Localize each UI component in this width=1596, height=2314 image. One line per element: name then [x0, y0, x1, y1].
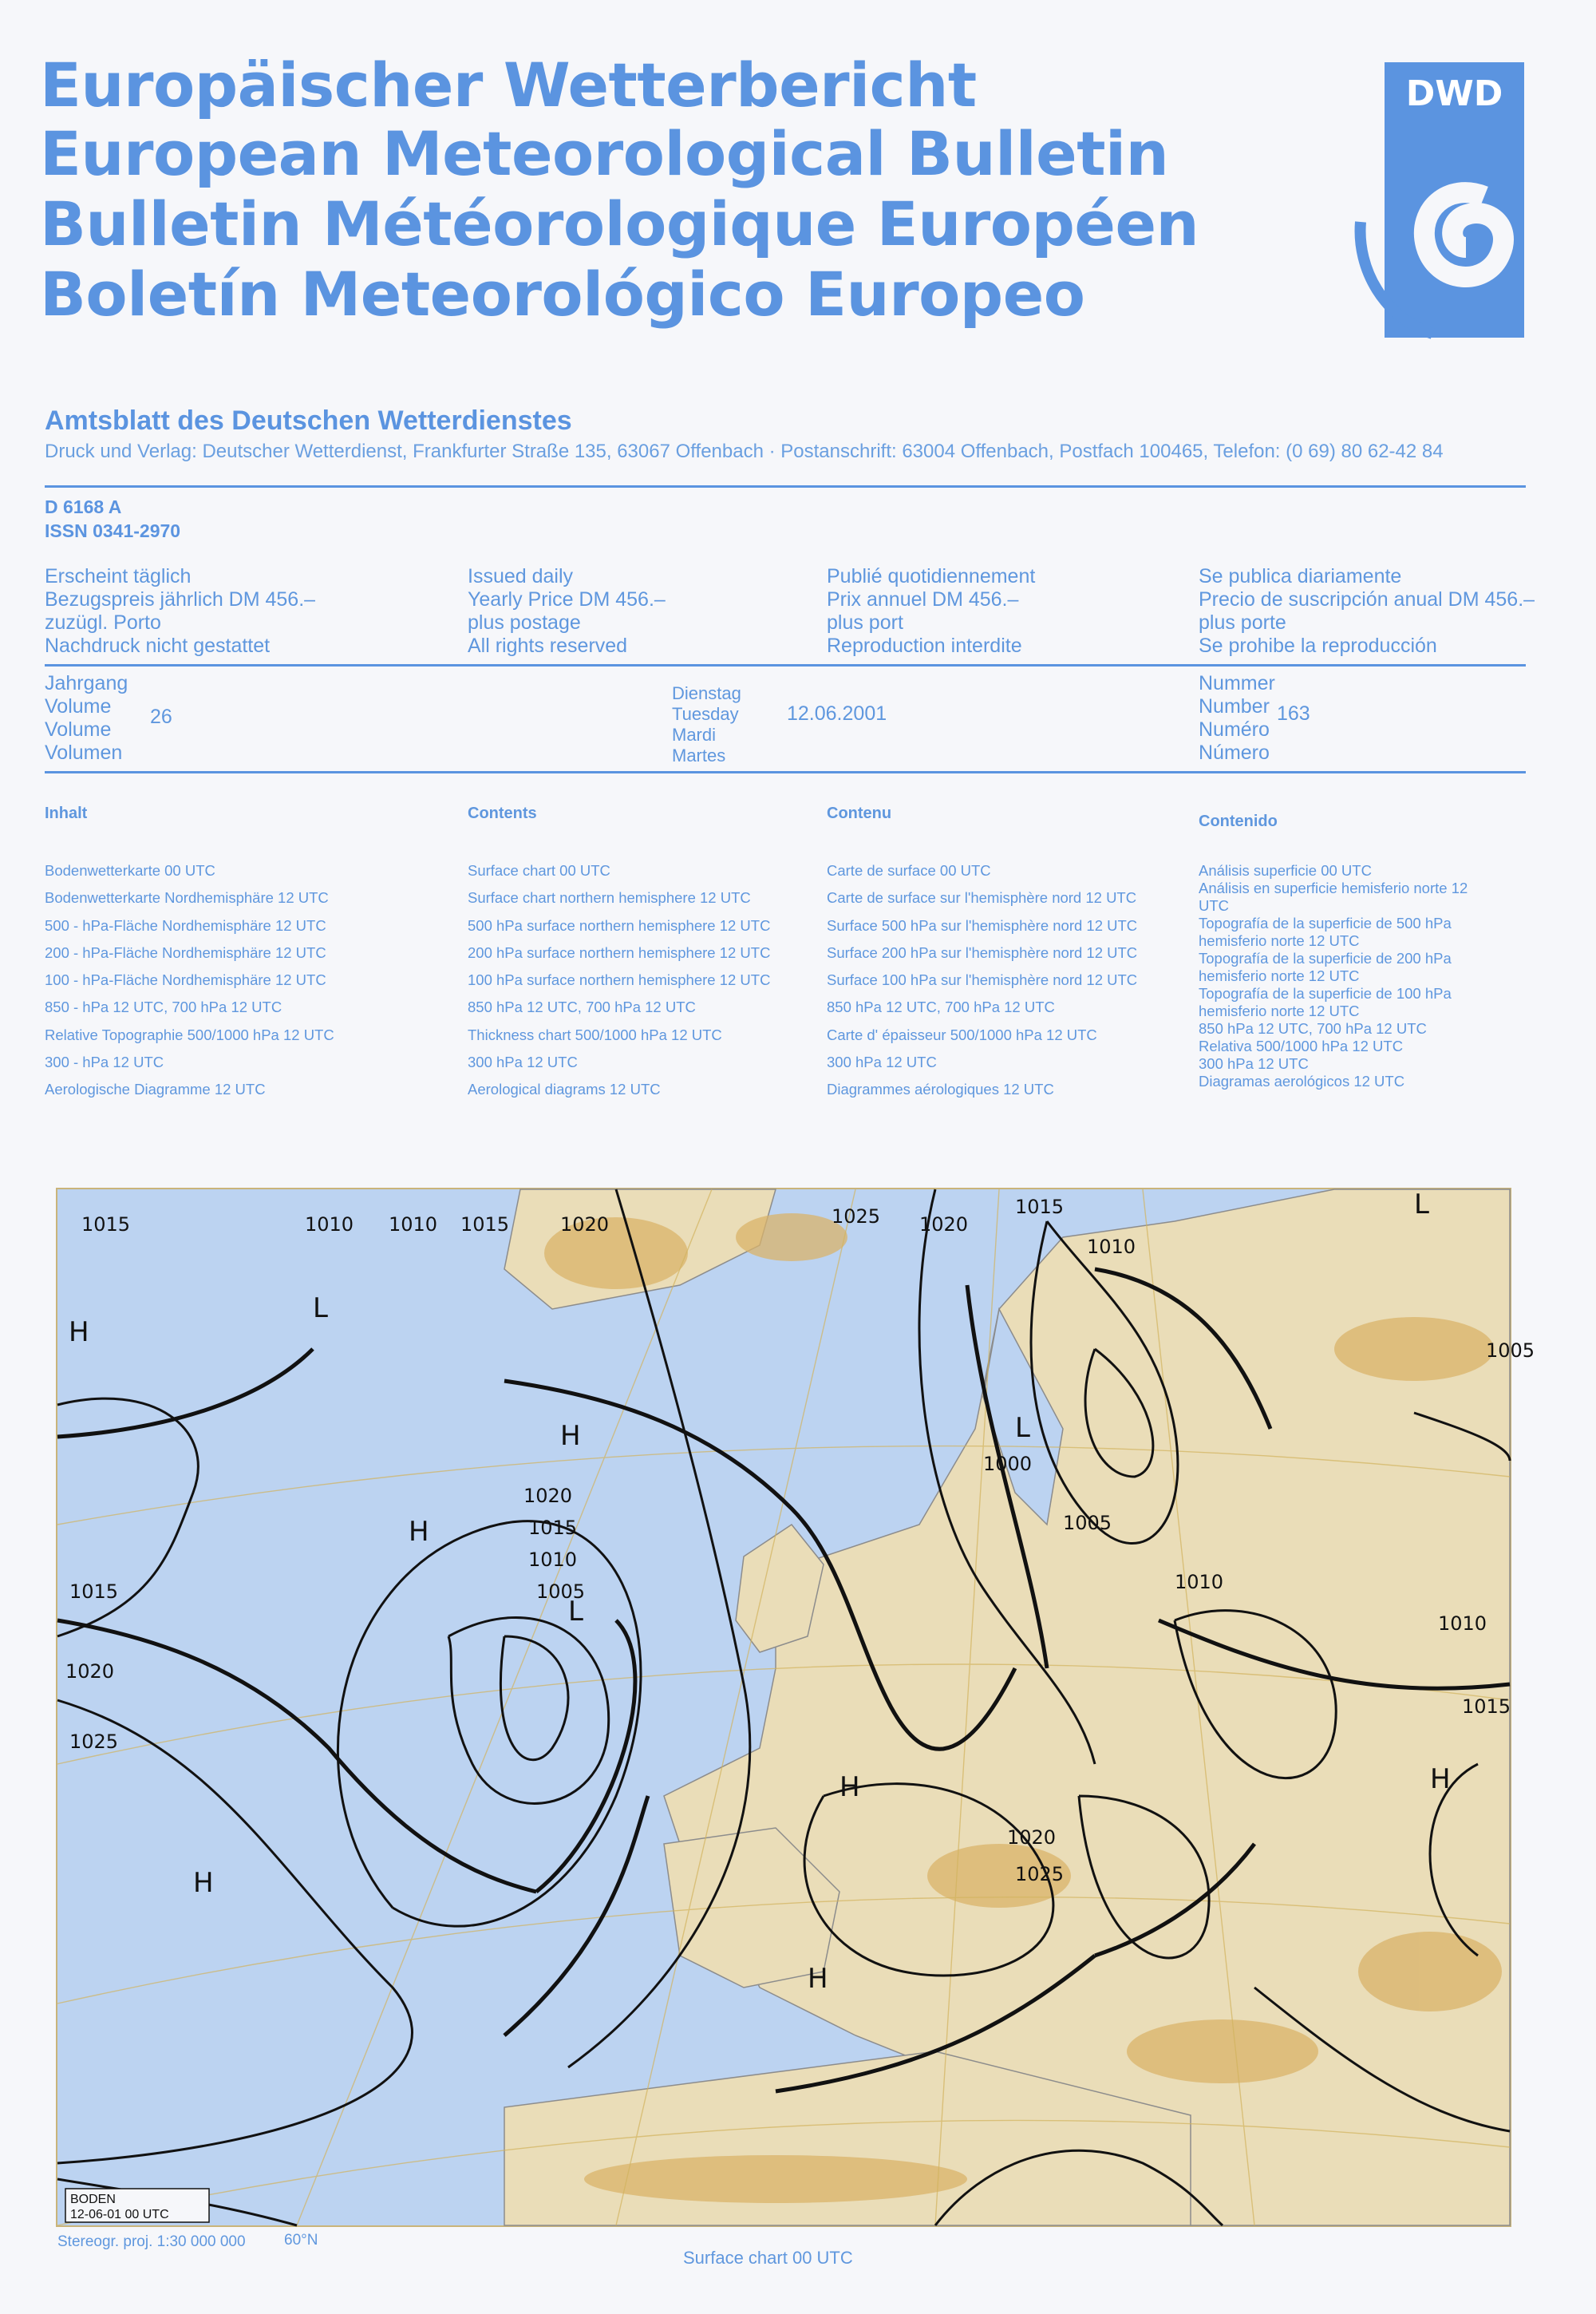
contents-item: Carte de surface 00 UTC	[827, 862, 991, 879]
contents-item: 200 - hPa-Fläche Nordhemisphäre 12 UTC	[45, 943, 326, 961]
volume-label: Volumen	[45, 742, 123, 764]
contents-item: 300 hPa 12 UTC	[827, 1054, 937, 1071]
contents-item: Aerological diagrams 12 UTC	[468, 1081, 661, 1098]
cold-front	[57, 1349, 313, 1437]
number-labels	[1199, 672, 1275, 765]
number-label: Number	[1199, 695, 1270, 718]
contents-item: Surface 500 hPa sur l'hemisphère nord 12 UTC	[827, 916, 1138, 934]
info-line: plus port	[827, 611, 903, 634]
contents-item: Análisis en superficie hemisferio norte 12 UTC	[1199, 880, 1468, 914]
info-line: Prix annuel DM 456.–	[827, 588, 1019, 611]
spiral-icon	[1385, 62, 1524, 338]
info-line: Se prohibe la reproducción	[1199, 635, 1437, 657]
cold-front	[504, 1796, 648, 2035]
contents-item: 850 hPa 12 UTC, 700 hPa 12 UTC	[468, 999, 696, 1016]
terrain-shading	[1358, 1932, 1502, 2011]
isobar-label: 1015	[528, 1517, 578, 1539]
contents-heading-german: Inhalt	[45, 805, 88, 822]
volume-value: 26	[150, 706, 172, 728]
isobar-label: 1005	[1063, 1512, 1112, 1534]
title-english: European Meteorological Bulletin	[40, 118, 1169, 189]
day-label: Tuesday	[672, 704, 739, 724]
number-label: Numéro	[1199, 718, 1270, 741]
chart-stamp-line2: 12-06-01 00 UTC	[70, 2208, 169, 2221]
weather-map	[57, 1189, 1535, 2225]
contents-item: 100 hPa surface northern hemisphere 12 UTC	[468, 971, 771, 989]
isobar-label: 1020	[919, 1213, 969, 1236]
graticule	[297, 1189, 712, 2225]
isobar	[57, 1700, 412, 2163]
isobar-label: 1010	[1175, 1571, 1224, 1593]
info-english	[468, 565, 666, 658]
isobar-label: 1010	[1087, 1236, 1136, 1258]
number-label: Número	[1199, 742, 1270, 764]
terrain-shading	[1334, 1317, 1494, 1381]
divider	[45, 664, 1526, 667]
contents-item: 500 hPa surface northern hemisphere 12 UTC	[468, 916, 771, 934]
isobar-label: 1020	[1007, 1826, 1057, 1849]
day-label: Mardi	[672, 725, 717, 745]
contents-spanish	[1199, 862, 1470, 1090]
number-label: Nummer	[1199, 672, 1275, 694]
info-line: Bezugspreis jährlich DM 456.–	[45, 588, 316, 611]
info-line: All rights reserved	[468, 635, 628, 657]
issn-block	[45, 495, 180, 543]
pressure-center-h: H	[560, 1420, 581, 1452]
isobar-label: 1020	[65, 1660, 115, 1683]
pressure-center-h: H	[839, 1771, 860, 1803]
pressure-center-h: H	[1430, 1763, 1451, 1795]
surface-chart-map	[56, 1188, 1535, 2227]
volume-label: Volume	[45, 695, 112, 718]
info-line: Publié quotidiennement	[827, 565, 1036, 587]
contents-item: Bodenwetterkarte 00 UTC	[45, 862, 215, 879]
info-line: plus postage	[468, 611, 581, 634]
contents-item: Análisis superficie 00 UTC	[1199, 862, 1372, 879]
pressure-center-l: L	[313, 1292, 328, 1324]
terrain-shading	[736, 1213, 847, 1261]
info-line: plus porte	[1199, 611, 1286, 634]
isobar-label: 1005	[536, 1580, 586, 1603]
isobar-label: 1015	[1015, 1196, 1065, 1218]
pressure-center-l: L	[1015, 1412, 1030, 1444]
map-caption: Surface chart 00 UTC	[683, 2248, 853, 2268]
title-french: Bulletin Météorologique Européen	[40, 188, 1199, 259]
contents-item: 850 hPa 12 UTC, 700 hPa 12 UTC	[1199, 1020, 1427, 1037]
contents-item: Thickness chart 500/1000 hPa 12 UTC	[468, 1026, 722, 1043]
pressure-center-h: H	[409, 1516, 429, 1548]
info-line: Se publica diariamente	[1199, 565, 1402, 587]
contents-heading-french: Contenu	[827, 805, 892, 822]
publisher-address: Druck und Verlag: Deutscher Wetterdienst, Frankfurter Straße 135, 63067 Offenbach · Postanschrift: 63004 Offenbach, Postfach 100465, Telefon: (0 69) 80 62-42 84	[45, 441, 1444, 462]
contents-heading-english: Contents	[468, 805, 537, 822]
info-line: Erscheint täglich	[45, 565, 192, 587]
title-spanish: Boletín Meteorológico Europeo	[40, 259, 1085, 330]
contents-item: 500 - hPa-Fläche Nordhemisphäre 12 UTC	[45, 916, 326, 934]
contents-item: 850 - hPa 12 UTC, 700 hPa 12 UTC	[45, 999, 282, 1016]
contents-item: Relativa 500/1000 hPa 12 UTC	[1199, 1038, 1404, 1054]
isobar-label: 1015	[460, 1213, 510, 1236]
contents-item: 300 hPa 12 UTC	[468, 1054, 578, 1071]
isobar-label: 1015	[1462, 1695, 1511, 1718]
info-spanish	[1199, 565, 1535, 658]
contents-item: Aerologische Diagramme 12 UTC	[45, 1081, 266, 1098]
isobar-label: 1025	[832, 1205, 881, 1228]
volume-label: Jahrgang	[45, 672, 128, 694]
terrain-shading	[584, 2155, 967, 2203]
isobar-label: 1020	[560, 1213, 610, 1236]
isobar-label: 1000	[983, 1453, 1033, 1475]
issn: ISSN 0341-2970	[45, 520, 181, 541]
isobar-label: 1010	[528, 1549, 578, 1571]
chart-stamp-line1: BODEN	[70, 2193, 116, 2206]
contents-german	[45, 857, 334, 1104]
isobar-label: 1010	[389, 1213, 438, 1236]
title-german: Europäischer Wetterbericht	[40, 49, 977, 121]
isobar-label: 1025	[69, 1731, 119, 1753]
latitude-note: 60°N	[284, 2232, 318, 2249]
pressure-center-l: L	[1414, 1189, 1429, 1220]
contents-item: Bodenwetterkarte Nordhemisphäre 12 UTC	[45, 889, 329, 907]
contents-item: Diagramas aerológicos 12 UTC	[1199, 1073, 1405, 1090]
contents-item: Topografía de la superficie de 200 hPa hemisferio norte 12 UTC	[1199, 950, 1452, 984]
isobar-label: 1015	[69, 1580, 119, 1603]
info-french	[827, 565, 1035, 658]
issue-number: 163	[1277, 702, 1310, 725]
cold-front	[57, 1620, 536, 1892]
day-labels	[672, 683, 741, 766]
d-number: D 6168 A	[45, 496, 122, 517]
contents-item: Relative Topographie 500/1000 hPa 12 UTC	[45, 1026, 334, 1043]
info-german	[45, 565, 315, 658]
info-line: Precio de suscripción anual DM 456.–	[1199, 588, 1535, 611]
info-line: Issued daily	[468, 565, 574, 587]
day-label: Martes	[672, 746, 726, 765]
volume-label: Volume	[45, 718, 112, 741]
info-line: Nachdruck nicht gestattet	[45, 635, 271, 657]
divider	[45, 485, 1526, 488]
contents-item: 100 - hPa-Fläche Nordhemisphäre 12 UTC	[45, 971, 326, 989]
contents-item: Topografía de la superficie de 100 hPa hemisferio norte 12 UTC	[1199, 985, 1452, 1019]
pressure-center-h: H	[69, 1316, 89, 1348]
projection-note: Stereogr. proj. 1:30 000 000	[57, 2233, 246, 2250]
issue-date: 12.06.2001	[787, 702, 887, 725]
isobar-label: 1005	[1486, 1339, 1535, 1362]
contents-item: Diagrammes aérologiques 12 UTC	[827, 1081, 1054, 1098]
contents-item: Surface 100 hPa sur l'hemisphère nord 12 UTC	[827, 971, 1138, 989]
contents-item: Surface 200 hPa sur l'hemisphère nord 12 UTC	[827, 943, 1138, 961]
contents-french	[827, 857, 1137, 1104]
contents-item: Surface chart 00 UTC	[468, 862, 610, 879]
divider	[45, 771, 1526, 773]
dwd-logo	[1385, 62, 1524, 338]
pressure-center-h: H	[193, 1867, 214, 1899]
day-label: Dienstag	[672, 683, 741, 703]
volume-labels	[45, 672, 128, 765]
terrain-shading	[1127, 2019, 1318, 2083]
isobar-label: 1010	[305, 1213, 354, 1236]
pressure-center-h: H	[808, 1963, 828, 1995]
contents-item: Carte d' épaisseur 500/1000 hPa 12 UTC	[827, 1026, 1097, 1043]
contents-heading-spanish: Contenido	[1199, 813, 1278, 830]
contents-item: 300 hPa 12 UTC	[1199, 1055, 1309, 1072]
contents-item: Surface chart northern hemisphere 12 UTC	[468, 889, 751, 907]
pressure-center-l: L	[568, 1596, 583, 1628]
contents-item: 300 - hPa 12 UTC	[45, 1054, 164, 1071]
isobar-label: 1010	[1438, 1612, 1487, 1635]
contents-item: 850 hPa 12 UTC, 700 hPa 12 UTC	[827, 999, 1055, 1016]
isobar	[500, 1636, 568, 1760]
info-line: Yearly Price DM 456.–	[468, 588, 666, 611]
info-line: Reproduction interdite	[827, 635, 1022, 657]
isobar-label: 1015	[81, 1213, 131, 1236]
contents-english	[468, 857, 770, 1104]
isobar-label: 1025	[1015, 1863, 1065, 1885]
info-line: zuzügl. Porto	[45, 611, 161, 634]
isobar	[338, 1521, 641, 1926]
contents-item: 200 hPa surface northern hemisphere 12 UTC	[468, 943, 771, 961]
contents-item: Carte de surface sur l'hemisphère nord 12 UTC	[827, 889, 1137, 907]
amtsblatt-title: Amtsblatt des Deutschen Wetterdienstes	[45, 405, 572, 436]
contents-item: Topografía de la superficie de 500 hPa hemisferio norte 12 UTC	[1199, 915, 1452, 949]
dwd-logo-text: DWD	[1385, 62, 1524, 126]
isobar-label: 1020	[523, 1485, 573, 1507]
